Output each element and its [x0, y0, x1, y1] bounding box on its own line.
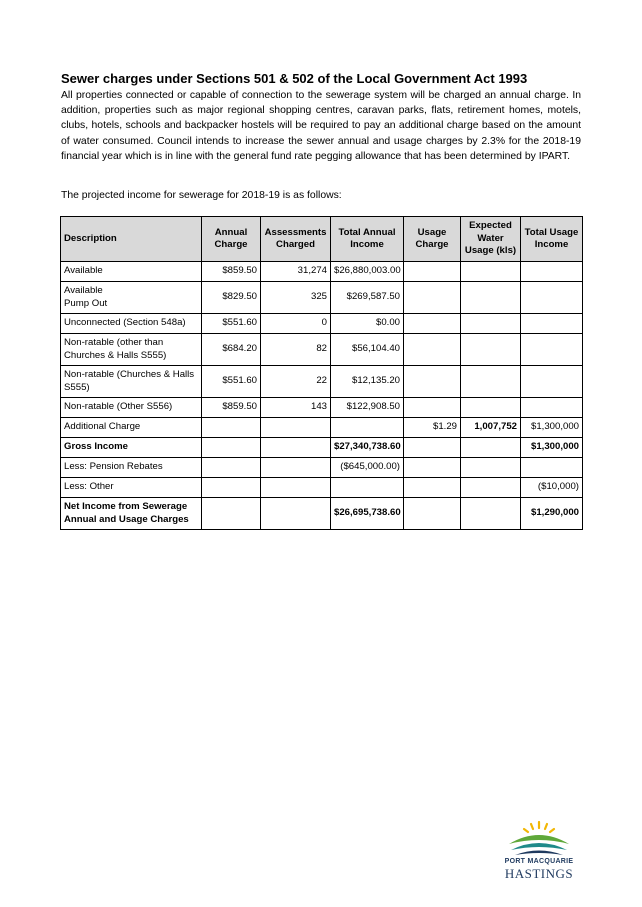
table-cell: $829.50 [202, 282, 261, 314]
row-description-cell: Non-ratable (Churches & Halls S555) [61, 366, 202, 398]
table-row [61, 282, 583, 314]
table-cell: $684.20 [202, 334, 261, 366]
table-cell: $1,290,000 [521, 498, 583, 530]
table-cell [461, 438, 521, 458]
sun-rays-icon [524, 822, 554, 832]
table-cell [461, 314, 521, 334]
table-cell: 82 [261, 334, 331, 366]
table-cell [461, 498, 521, 530]
table-cell: $56,104.40 [331, 334, 404, 366]
table-cell [461, 282, 521, 314]
projected-income-text: The projected income for sewerage for 2018-19 is as follows: [61, 190, 342, 201]
table-cell [521, 398, 583, 418]
table-cell [404, 366, 461, 398]
table-cell [261, 438, 331, 458]
header-expected-water-usage: Expected Water Usage (kls) [461, 217, 521, 262]
page-heading: Sewer charges under Sections 501 & 502 of the Local Government Act 1993 [61, 71, 528, 86]
row-description-cell: Non-ratable (Other S556) [61, 398, 202, 418]
header-usage-charge: Usage Charge [404, 217, 461, 262]
table-cell [461, 366, 521, 398]
table-cell: $122,908.50 [331, 398, 404, 418]
table-cell [261, 498, 331, 530]
table-row [61, 366, 583, 398]
table-row [61, 418, 583, 438]
table-row [61, 438, 583, 458]
table-row [61, 398, 583, 418]
header-total-annual-income: Total Annual Income [331, 217, 404, 262]
table-cell [461, 262, 521, 282]
table-cell [404, 314, 461, 334]
table-cell [521, 262, 583, 282]
table-cell [202, 458, 261, 478]
row-description-cell: Unconnected (Section 548a) [61, 314, 202, 334]
table-cell: $26,880,003.00 [331, 262, 404, 282]
table-cell: ($645,000.00) [331, 458, 404, 478]
header-assessments-charged: Assessments Charged [261, 217, 331, 262]
table-cell: $269,587.50 [331, 282, 404, 314]
table-cell: ($10,000) [521, 478, 583, 498]
table-row [61, 478, 583, 498]
table-row [61, 334, 583, 366]
table-cell: $859.50 [202, 398, 261, 418]
row-description-cell: Additional Charge [61, 418, 202, 438]
table-cell: $27,340,738.60 [331, 438, 404, 458]
row-description-cell: Available [61, 262, 202, 282]
table-cell: 1,007,752 [461, 418, 521, 438]
table-cell [404, 458, 461, 478]
table-cell [461, 458, 521, 478]
row-description-cell: Gross Income [61, 438, 202, 458]
table-cell [404, 478, 461, 498]
table-cell: 325 [261, 282, 331, 314]
table-row [61, 262, 583, 282]
table-cell [404, 282, 461, 314]
row-description-cell: Less: Pension Rebates [61, 458, 202, 478]
header-annual-charge: Annual Charge [202, 217, 261, 262]
table-cell [261, 458, 331, 478]
table-cell [404, 398, 461, 418]
table-cell: 22 [261, 366, 331, 398]
header-total-usage-income: Total Usage Income [521, 217, 583, 262]
table-cell: 0 [261, 314, 331, 334]
table-cell: $0.00 [331, 314, 404, 334]
row-description-cell: Non-ratable (other than Churches & Halls S555) [61, 334, 202, 366]
table-cell [202, 418, 261, 438]
table-cell [261, 418, 331, 438]
table-cell [461, 478, 521, 498]
table-cell [331, 418, 404, 438]
table-cell: $1,300,000 [521, 438, 583, 458]
table-cell: $1.29 [404, 418, 461, 438]
table-cell [331, 478, 404, 498]
table-row [61, 458, 583, 478]
table-cell: $551.60 [202, 366, 261, 398]
sewer-charges-table [60, 216, 583, 530]
logo-emblem-icon [493, 820, 585, 860]
table-cell [521, 314, 583, 334]
logo-text-port-macquarie: PORT MACQUARIE [504, 858, 574, 865]
table-cell [404, 438, 461, 458]
table-cell: 143 [261, 398, 331, 418]
logo-text-hastings: HASTINGS [504, 866, 574, 881]
row-description-cell: Available Pump Out [61, 282, 202, 314]
table-cell: $26,695,738.60 [331, 498, 404, 530]
table-cell: $1,300,000 [521, 418, 583, 438]
table-row [61, 498, 583, 530]
row-description-cell: Net Income from Sewerage Annual and Usage Charges [61, 498, 202, 530]
table-cell: $859.50 [202, 262, 261, 282]
row-description-cell: Less: Other [61, 478, 202, 498]
table-cell [461, 334, 521, 366]
table-cell [261, 478, 331, 498]
table-header-row [61, 217, 583, 262]
table-cell [404, 498, 461, 530]
table-cell [404, 262, 461, 282]
table-cell [461, 398, 521, 418]
table-cell [521, 282, 583, 314]
table-cell: $551.60 [202, 314, 261, 334]
port-macquarie-hastings-logo [493, 820, 585, 882]
header-description: Description [61, 217, 202, 262]
table-cell [404, 334, 461, 366]
intro-paragraph: All properties connected or capable of connection to the sewerage system will be charged an annual charge. In addition, properties such as major regional shopping centres, caravan parks, flats, retirement homes, motels, clubs, hotels, schools and backpacker hostels will be required to pay an additional charge based on the amount of water consumed. Council intends to increase the sewer annual and usage charges by 2.3% for the 2018-19 financial year which is in line with the general fund rate pegging allowance that has been determined by IPART. [61, 90, 581, 162]
table-cell [521, 458, 583, 478]
table-cell [202, 478, 261, 498]
table-cell [521, 334, 583, 366]
table-cell [202, 438, 261, 458]
table-row [61, 314, 583, 334]
table-cell: 31,274 [261, 262, 331, 282]
table-cell [521, 366, 583, 398]
table-cell [202, 498, 261, 530]
table-cell: $12,135.20 [331, 366, 404, 398]
